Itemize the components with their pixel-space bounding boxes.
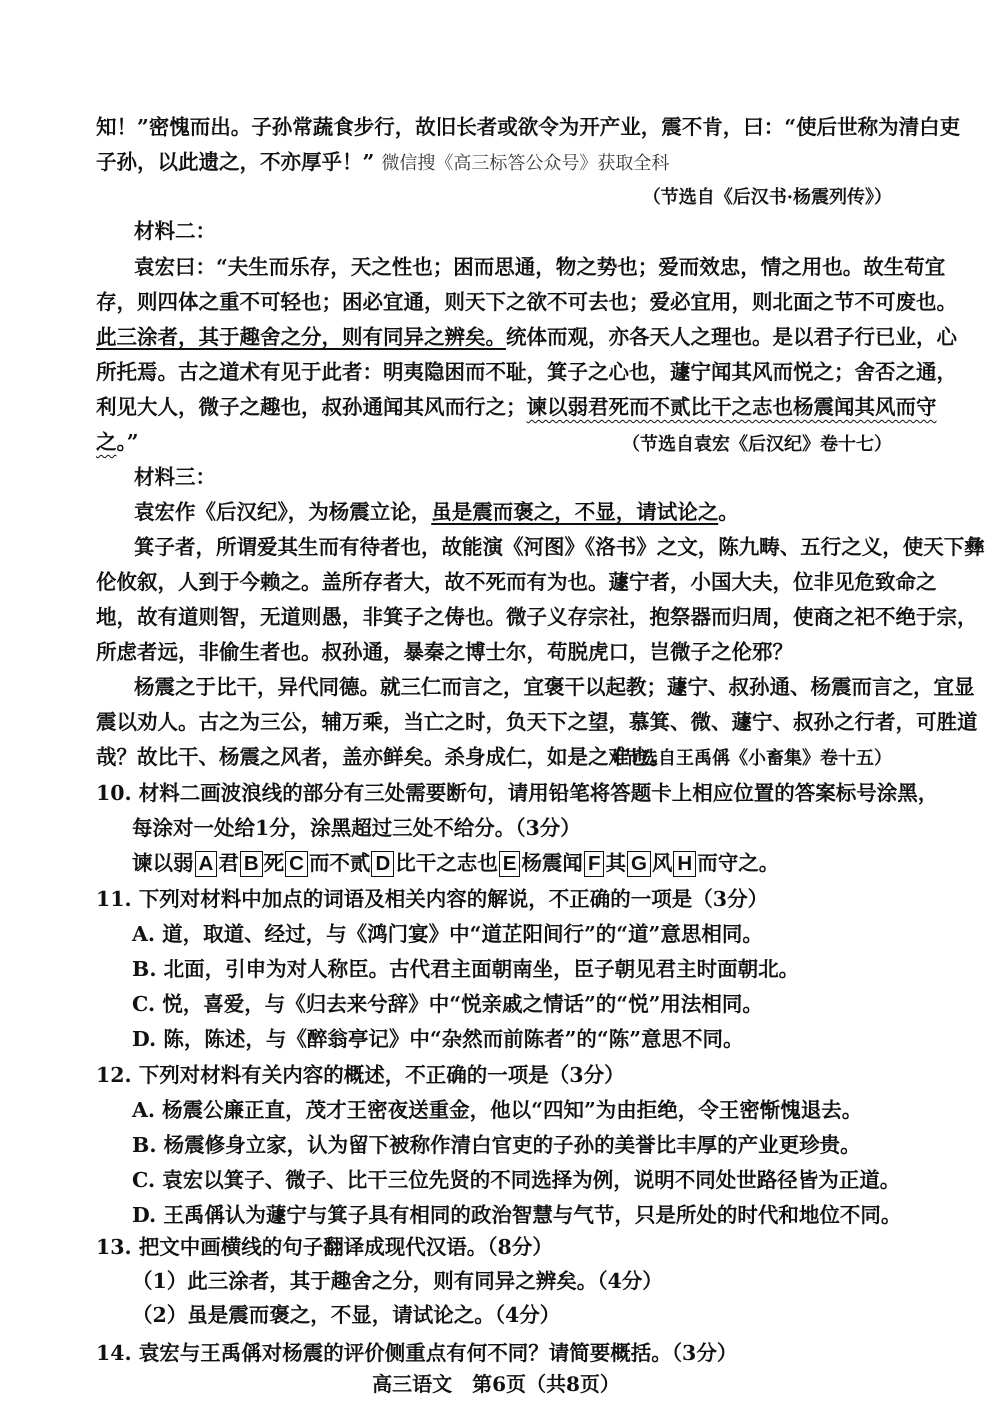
passage-text: 利见大人，微子之趣也，叔孙通闻其风而行之； [96,395,527,419]
page-footer: 高三语文 第6页（共8页） [372,1372,620,1396]
section-heading: 材料二： [134,219,216,243]
passage-line: 箕子者，所谓爱其生而有待者也，故能演《河图》《洛书》之文，陈九畴、五行之义，使天下彝 [134,535,985,559]
passage-text: 袁宏作《后汉纪》，为杨震立论， [134,500,432,524]
passage-line [96,147,896,179]
question-14: 14. 袁宏与王禹偁对杨震的评价侧重点有何不同？请简要概括。（3分） [96,1341,738,1365]
section-heading: 材料三： [134,465,216,489]
segment: 杨震闻 [521,851,583,875]
passage-line: 杨震之于比干，异代同德。就三仁而言之，宜褒干以起教；蘧宁、叔孙通、杨震而言之，宜显 [134,675,975,699]
option-box-h[interactable]: H [673,851,696,877]
option-box-d[interactable]: D [371,851,394,877]
source-citation: （节选自袁宏《后汉纪》卷十七） [622,434,892,455]
option-box-b[interactable]: B [240,851,263,877]
passage-line: 所虑者远，非偷生者也。叔孙通，暴秦之博士尔，苟脱虎口，岂微子之伦邪？ [96,640,793,664]
option-box-f[interactable]: F [584,851,605,877]
passage-text: 。 [718,500,739,524]
option-box-g[interactable]: G [627,851,651,877]
underlined-sentence: 此三涂者，其于趣舍之分，则有同异之辨矣。 [96,325,506,349]
option-box-c[interactable]: C [285,851,308,877]
question-13-part-1: （1）此三涂者，其于趣舍之分，则有同异之辨矣。（4分） [132,1269,663,1293]
passage-line: 知！”密愧而出。子孙常蔬食步行，故旧长者或欲令为开产业，震不肯，曰：“使后世称为清白吏 [96,115,961,139]
segment: 死 [263,851,285,875]
question-11-option-d: D. 陈，陈述，与《醉翁亭记》中“杂然而前陈者”的“陈”意思不同。 [132,1027,744,1051]
segment: 风 [651,851,673,875]
passage-line: 地，故有道则智，无道则愚，非箕子之俦也。微子义存宗社，抱祭器而归周，使商之祀不绝于宗， [96,605,978,629]
segment: 君 [218,851,239,875]
question-12-option-a: A. 杨震公廉正直，茂才王密夜送重金，他以“四知”为由拒绝，令王密惭愧退去。 [132,1098,863,1122]
passage-line: 哉？故比干、杨震之风者，盖亦鲜矣。杀身成仁，如是之难也。 [96,745,670,769]
passage-line: 所托焉。古之道术有见于此者：明夷隐困而不耻，箕子之心也，蘧宁闻其风而悦之；舍否之通， [96,360,957,384]
question-12-option-b: B. 杨震修身立家，认为留下被称作清白官吏的子孙的美誉比丰厚的产业更珍贵。 [132,1133,861,1157]
question-11-option-c: C. 悦，喜爱，与《归去来兮辞》中“悦亲戚之情话”的“悦”用法相同。 [132,992,763,1016]
question-11: 11. 下列对材料中加点的词语及相关内容的解说，不正确的一项是（3分） [96,887,769,911]
question-12: 12. 下列对材料有关内容的概述，不正确的一项是（3分） [96,1063,625,1087]
punctuation-options [132,848,932,878]
question-11-option-a: A. 道，取道、经过，与《鸿门宴》中“道芷阳间行”的“道”意思相同。 [132,922,763,946]
source-citation: （节选自《后汉书·杨震列传》） [642,187,892,208]
option-box-a[interactable]: A [195,851,218,877]
wavy-underlined-text: 谏以弱君死而不贰比干之志也杨震闻其风而守 [526,395,937,419]
source-citation: （节选自王禹偁《小畜集》卷十五） [604,748,892,769]
passage-text: 统体而观，亦各天人之理也。是以君子行已业，心 [506,325,957,349]
segment: 而不贰 [308,851,371,875]
question-13-part-2: （2）虽是震而褒之，不显，请试论之。（4分） [132,1303,561,1327]
option-box-e[interactable]: E [499,851,521,877]
segment: 而守之。 [697,851,780,875]
segment: 其 [605,851,626,875]
passage-text: 。” [116,430,139,454]
question-10: 10. 材料二画波浪线的部分有三处需要断句，请用铅笔将答题卡上相应位置的答案标号涂黑， [96,781,939,805]
question-11-option-b: B. 北面，引申为对人称臣。古代君主面朝南坐，臣子朝见君主时面朝北。 [132,957,800,981]
wechat-note: 微信搜《高三标答公众号》获取全科 [381,153,670,174]
passage-line: 袁宏曰：“夫生而乐存，天之性也；困而思通，物之势也；爱而效忠，情之用也。故生苟宜 [134,255,946,279]
segment: 比干之志也 [395,851,498,875]
passage-line: 存，则四体之重不可轻也；困必宜通，则天下之欲不可去也；爱必宜用，则北面之节不可废也。 [96,290,957,314]
passage-text: 子孙，以此遗之，不亦厚乎！” [96,150,375,174]
wavy-underlined-text: 之 [96,430,117,454]
question-13: 13. 把文中画横线的句子翻译成现代汉语。（8分） [96,1235,553,1259]
question-10-note: 每涂对一处给1分，涂黑超过三处不给分。（3分） [132,816,581,840]
question-12-option-c: C. 袁宏以箕子、微子、比干三位先贤的不同选择为例，说明不同处世路径皆为正道。 [132,1168,901,1192]
passage-line: 伦攸叙，人到于今赖之。盖所存者大，故不死而有为也。蘧宁者，小国大夫，位非见危致命之 [96,570,937,594]
underlined-sentence: 虽是震而褒之，不显，请试论之 [431,500,719,524]
question-12-option-d: D. 王禹偁认为蘧宁与箕子具有相同的政治智慧与气节，只是所处的时代和地位不同。 [132,1203,902,1227]
passage-line [134,497,934,527]
passage-line [96,392,937,422]
passage-line: 震以劝人。古之为三公，辅万乘，当亡之时，负天下之望，慕箕、微、蘧宁、叔孙之行者，可胜道 [96,710,978,734]
passage-line [96,322,957,352]
segment: 谏以弱 [132,851,194,875]
